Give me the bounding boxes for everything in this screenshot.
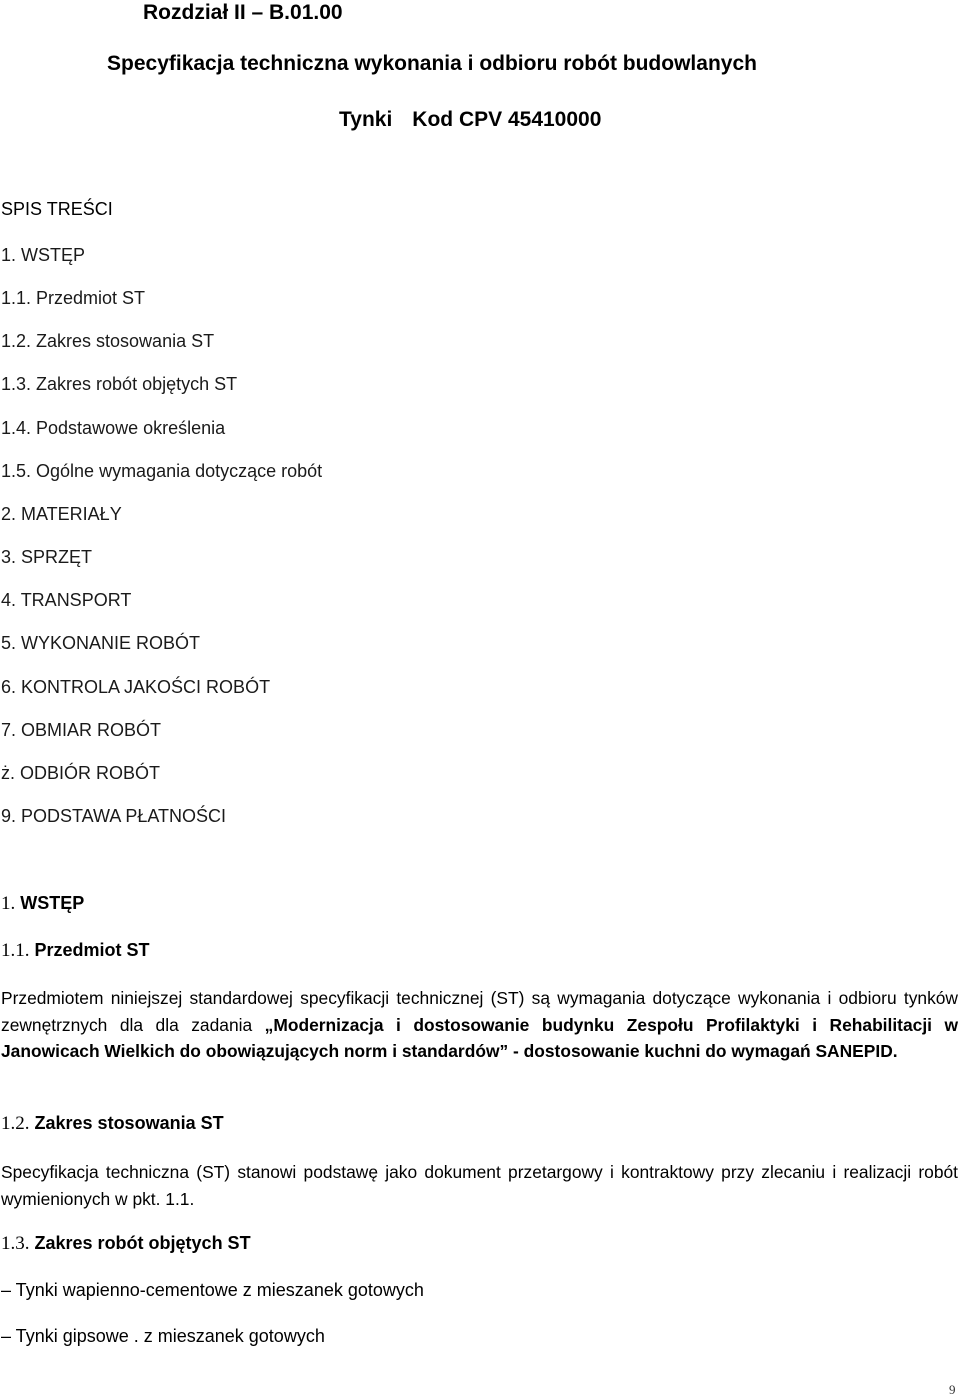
- toc-item: 1. WSTĘP: [1, 245, 86, 265]
- section-title: Zakres stosowania ST: [34, 1113, 224, 1133]
- section-1-1-paragraph: [1, 985, 958, 1065]
- subject-name: Tynki: [339, 108, 393, 131]
- toc-item: 1.5. Ogólne wymagania dotyczące robót: [1, 461, 323, 481]
- toc-item: 3. SPRZĘT: [1, 547, 93, 567]
- page-number: 9: [949, 1382, 956, 1397]
- toc-item: 1.2. Zakres stosowania ST: [1, 331, 215, 351]
- toc-title: SPIS TREŚCI: [1, 199, 113, 219]
- section-number: 1.3.: [1, 1233, 30, 1254]
- section-title: Zakres robót objętych ST: [34, 1233, 251, 1253]
- section-heading-1-2: [1, 1113, 224, 1135]
- toc-item: 4. TRANSPORT: [1, 590, 132, 610]
- paragraph-text: Przedmiotem niniejszej standardowej specyfikacji technicznej (ST) są wymagania dotyczące wykonania i odbioru tynków zewnętrznych dla dla zadania: [1, 988, 958, 1035]
- section-title: Przedmiot ST: [34, 940, 150, 960]
- scope-list-item: – Tynki wapienno-cementowe z mieszanek gotowych: [1, 1280, 424, 1300]
- toc-item: 1.3. Zakres robót objętych ST: [1, 374, 238, 394]
- chapter-heading: Rozdział II – B.01.00: [143, 1, 343, 24]
- cpv-code: Kod CPV 45410000: [412, 108, 602, 131]
- toc-item: 6. KONTROLA JAKOŚCI ROBÓT: [1, 677, 271, 697]
- section-number: 1.2.: [1, 1113, 30, 1134]
- section-title: WSTĘP: [20, 893, 85, 913]
- project-name: „Modernizacja i dostosowanie budynku Zespołu Profilaktyki i Rehabilitacji w Janowicach Wielkich do obowiązujących norm i standardów” - dostosowanie kuchni do wymagań SANEPID.: [1, 1014, 959, 1061]
- subject-line: [339, 108, 601, 132]
- toc-item: 2. MATERIAŁY: [1, 504, 122, 524]
- section-heading-1-1: [1, 940, 150, 962]
- section-number: 1.1.: [1, 940, 30, 961]
- toc-item: ż. ODBIÓR ROBÓT: [1, 763, 161, 783]
- section-number: 1.: [1, 893, 16, 914]
- section-1-2-paragraph: Specyfikacja techniczna (ST) stanowi podstawę jako dokument przetargowy i kontraktowy przy zlecaniu i realizacji robót wymienionych w pkt. 1.1.: [1, 1162, 958, 1209]
- document-title: Specyfikacja techniczna wykonania i odbioru robót budowlanych: [107, 52, 757, 75]
- toc-item: 7. OBMIAR ROBÓT: [1, 720, 162, 740]
- toc-item: 1.1. Przedmiot ST: [1, 288, 146, 308]
- section-heading-1-3: [1, 1233, 251, 1255]
- toc-item: 9. PODSTAWA PŁATNOŚCI: [1, 806, 227, 826]
- scope-list-item: – Tynki gipsowe . z mieszanek gotowych: [1, 1326, 325, 1346]
- toc-item: 1.4. Podstawowe określenia: [1, 418, 226, 438]
- section-heading-1: [1, 893, 84, 915]
- toc-item: 5. WYKONANIE ROBÓT: [1, 633, 201, 653]
